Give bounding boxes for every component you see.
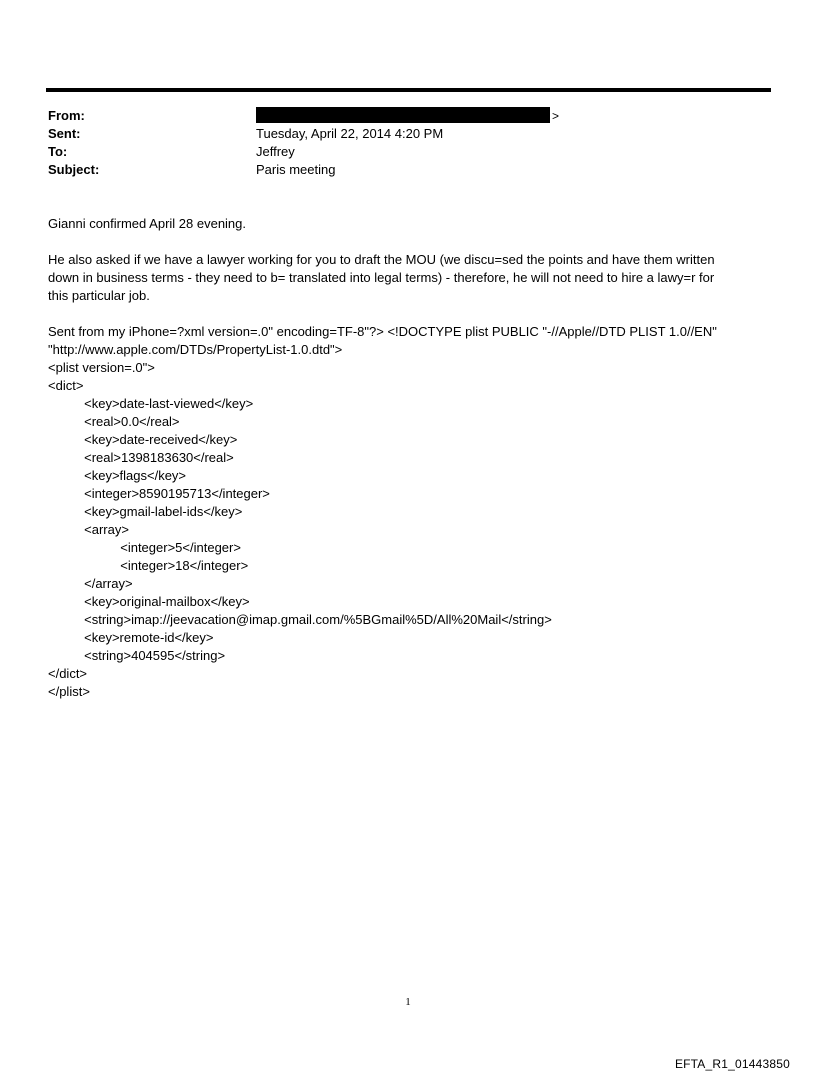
sent-row: [48, 125, 768, 143]
redaction-block: [256, 107, 550, 123]
body-paragraph-2-line-2: down in business terms - they need to b= translated into legal terms) - therefore, he will not need to hire a lawy=r for: [48, 270, 715, 285]
body-paragraph-1: Gianni confirmed April 28 evening.: [48, 216, 247, 231]
to-label: To:: [48, 144, 68, 159]
plist-line: </array>: [48, 576, 133, 591]
plist-line: <key>original-mailbox</key>: [48, 594, 250, 609]
plist-line: <real>0.0</real>: [48, 414, 180, 429]
plist-block: [48, 359, 768, 701]
from-value-suffix: >: [552, 109, 560, 123]
plist-line: <plist version=.0">: [48, 360, 155, 375]
subject-value: Paris meeting: [256, 162, 336, 177]
plist-line: <dict>: [48, 378, 84, 393]
plist-line: <array>: [48, 522, 129, 537]
plist-line: <integer>8590195713</integer>: [48, 486, 270, 501]
signature-line-2: "http://www.apple.com/DTDs/PropertyList-1.0.dtd">: [48, 342, 343, 357]
plist-line: <integer>5</integer>: [48, 540, 241, 555]
plist-line: <key>date-received</key>: [48, 432, 238, 447]
plist-line: </dict>: [48, 666, 88, 681]
plist-line: <key>date-last-viewed</key>: [48, 396, 254, 411]
body-paragraph-2-line-1: He also asked if we have a lawyer working for you to draft the MOU (we discu=sed the points and have them written: [48, 252, 715, 267]
to-row: [48, 143, 768, 161]
plist-line: </plist>: [48, 684, 90, 699]
email-body: [48, 215, 768, 701]
subject-label: Subject:: [48, 162, 100, 177]
signature-line-1: Sent from my iPhone=?xml version=.0" encoding=TF-8"?> <!DOCTYPE plist PUBLIC "-//Apple//DTD PLIST 1.0//EN": [48, 324, 717, 339]
sent-value: Tuesday, April 22, 2014 4:20 PM: [256, 126, 444, 141]
plist-line: <key>remote-id</key>: [48, 630, 214, 645]
bates-number: EFTA_R1_01443850: [674, 1057, 790, 1071]
page-number: 1: [405, 996, 411, 1008]
plist-line: <key>flags</key>: [48, 468, 187, 483]
from-row: [48, 107, 768, 125]
plist-line: <real>1398183630</real>: [48, 450, 234, 465]
email-header: [48, 107, 768, 179]
body-paragraph-2-line-3: this particular job.: [48, 288, 150, 303]
plist-line: <integer>18</integer>: [48, 558, 249, 573]
plist-line: <string>imap://jeevacation@imap.gmail.com/%5BGmail%5D/All%20Mail</string>: [48, 612, 552, 627]
sent-label: Sent:: [48, 126, 81, 141]
plist-line: <string>404595</string>: [48, 648, 226, 663]
plist-line: <key>gmail-label-ids</key>: [48, 504, 243, 519]
to-value: Jeffrey: [256, 144, 295, 159]
subject-row: [48, 161, 768, 179]
header-divider: [46, 88, 771, 92]
from-value: [256, 107, 559, 125]
from-label: From:: [48, 108, 85, 123]
